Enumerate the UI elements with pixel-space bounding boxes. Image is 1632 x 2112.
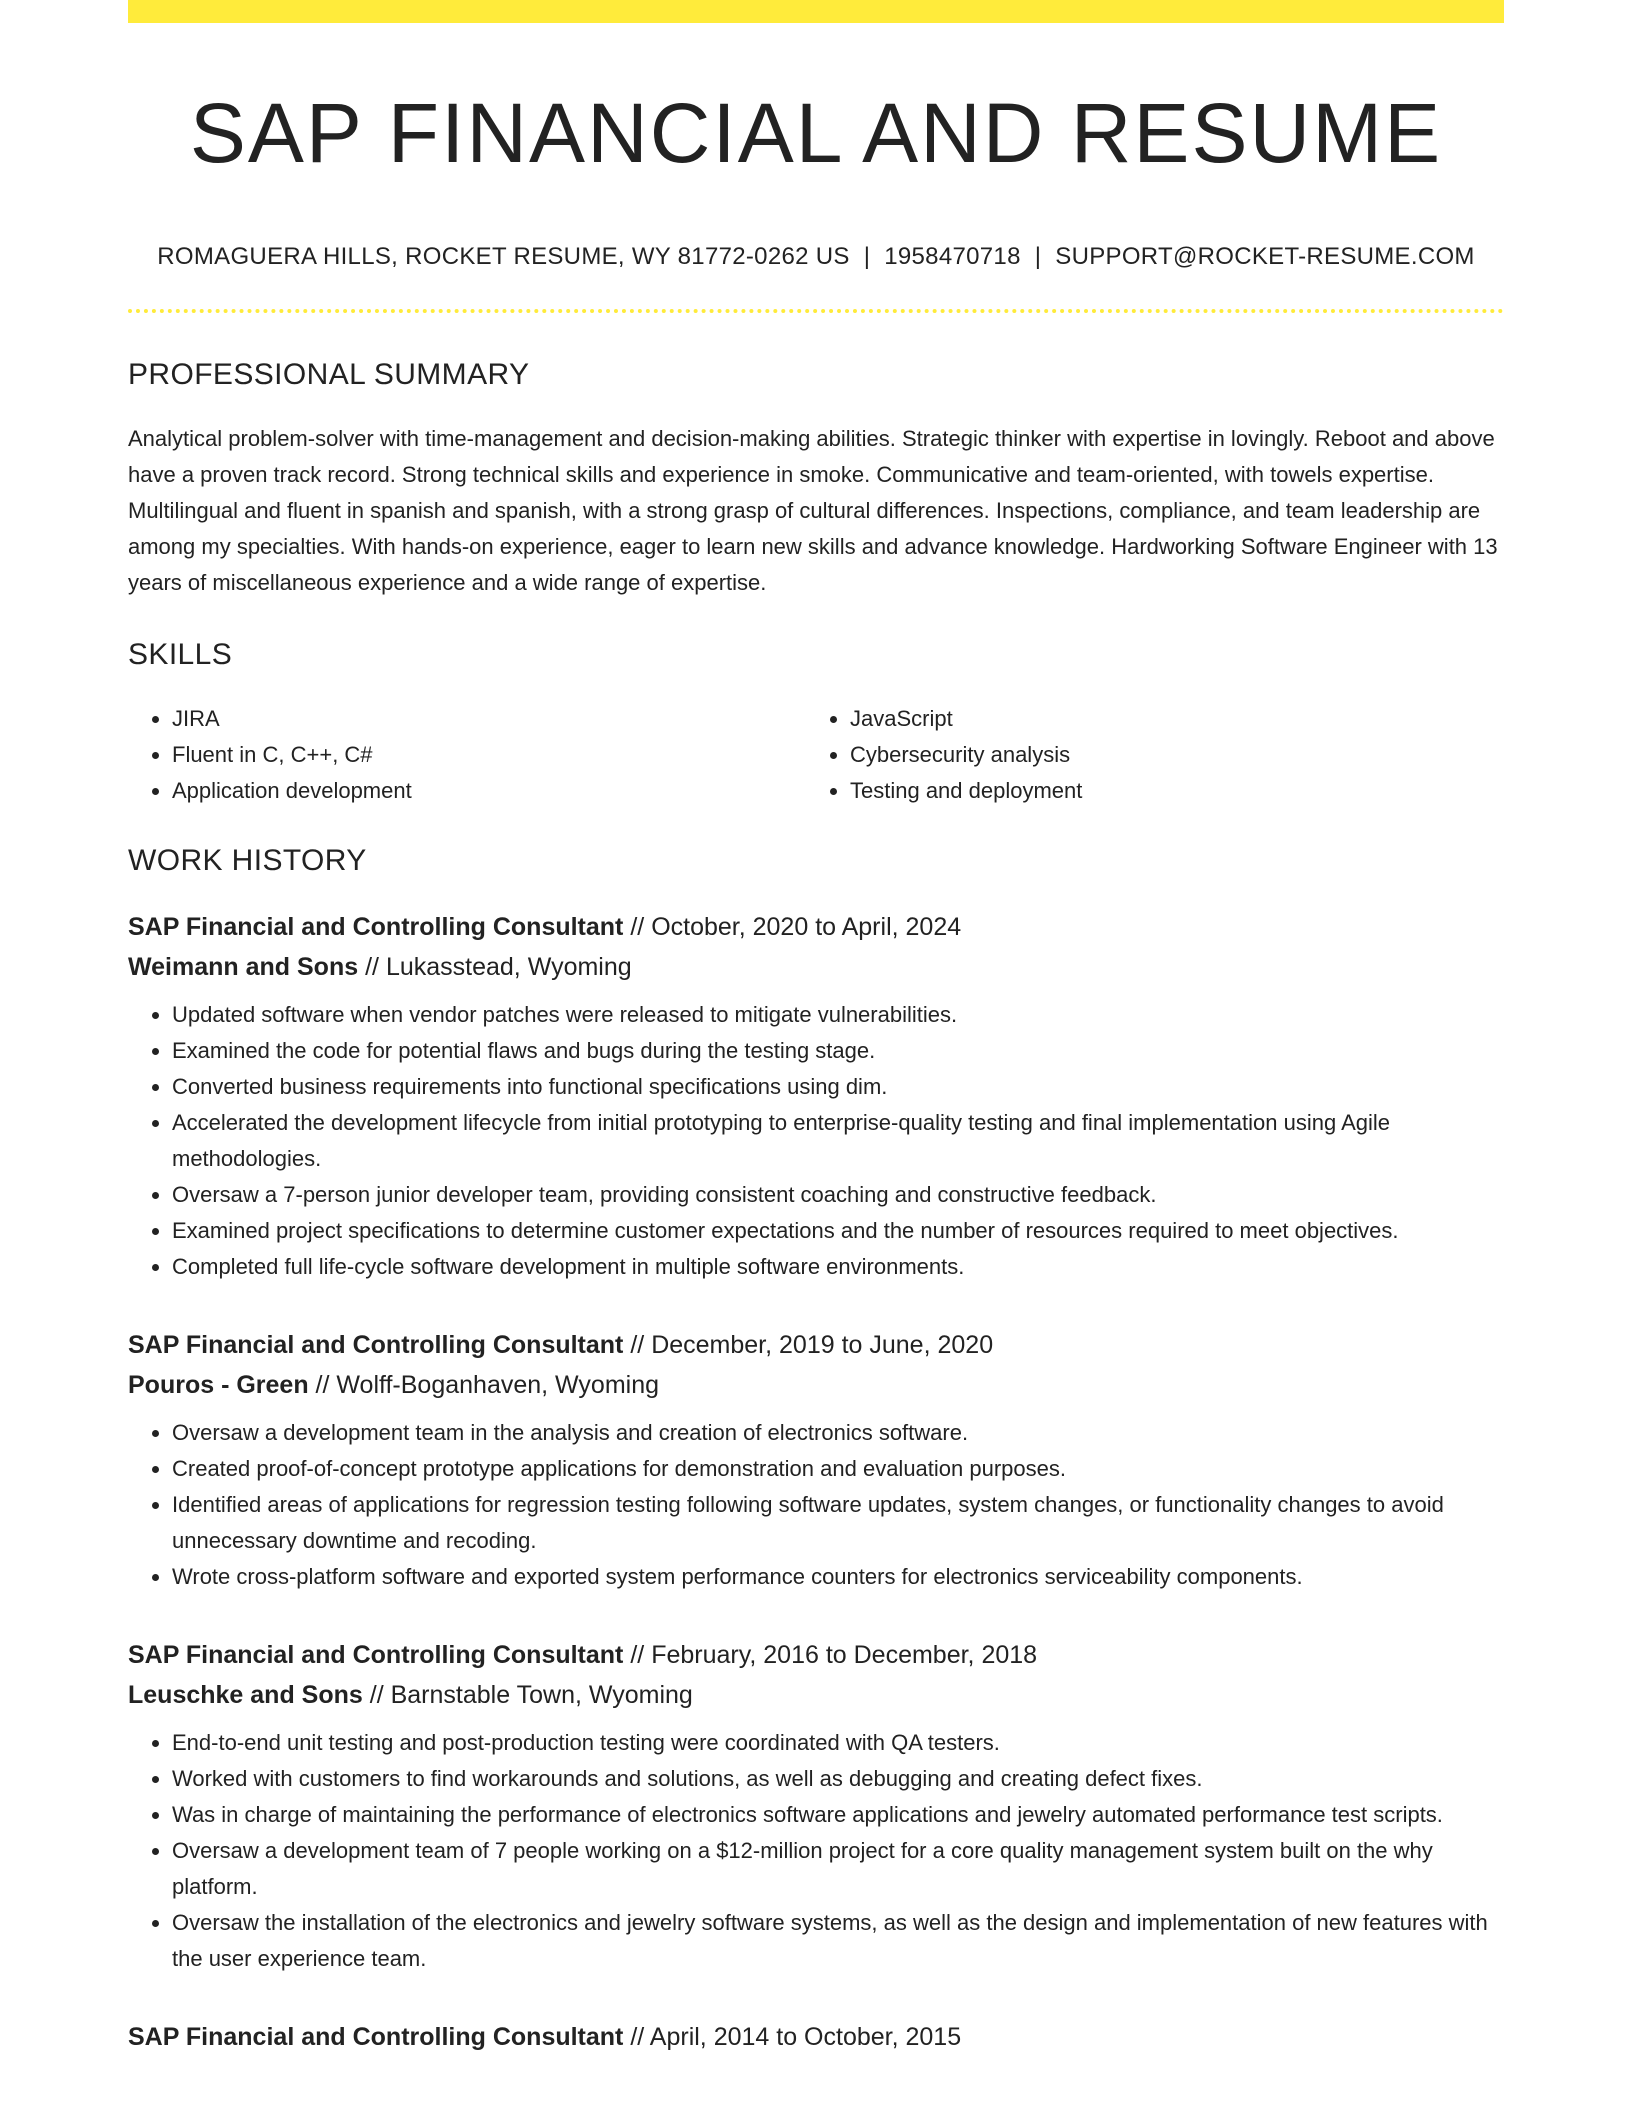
contact-separator: | bbox=[863, 243, 871, 270]
job-company: Pouros - Green bbox=[128, 1371, 309, 1399]
skill-item: • Application development bbox=[172, 773, 806, 809]
top-accent-bar bbox=[128, 0, 1504, 23]
job-bullet: • Worked with customers to find workarounds and solutions, as well as debugging and creating defect fixes. bbox=[172, 1761, 1504, 1797]
job-bullet: • Examined project specifications to determine customer expectations and the number of resources required to meet objectives. bbox=[172, 1213, 1504, 1249]
job-divider: // bbox=[623, 913, 652, 941]
job-location: Barnstable Town, Wyoming bbox=[390, 1681, 693, 1709]
contact-separator: | bbox=[1034, 243, 1042, 270]
contact-address: ROMAGUERA HILLS, ROCKET RESUME, WY 81772-0262 US bbox=[157, 243, 850, 270]
job-divider: // bbox=[358, 953, 386, 981]
job-dates: February, 2016 to December, 2018 bbox=[651, 1641, 1038, 1669]
contact-email: SUPPORT@ROCKET-RESUME.COM bbox=[1055, 243, 1475, 270]
skill-item: • JavaScript bbox=[850, 701, 1484, 737]
job-role-line bbox=[128, 1325, 1504, 1365]
job-location: Lukasstead, Wyoming bbox=[385, 953, 632, 981]
job-bullet: • Oversaw the installation of the electronics and jewelry software systems, as well as the design and implementation of new features with the user experience team. bbox=[172, 1905, 1504, 1977]
job-bullet: • Accelerated the development lifecycle from initial prototyping to enterprise-quality testing and final implementation using Agile methodologies. bbox=[172, 1105, 1504, 1177]
job-bullet: • Examined the code for potential flaws and bugs during the testing stage. bbox=[172, 1033, 1504, 1069]
job-role-line bbox=[128, 1635, 1504, 1675]
job-divider: // bbox=[623, 2023, 650, 2051]
job-bullet: • Created proof-of-concept prototype applications for demonstration and evaluation purposes. bbox=[172, 1451, 1504, 1487]
job-role: SAP Financial and Controlling Consultant bbox=[128, 913, 624, 941]
job-dates: October, 2020 to April, 2024 bbox=[651, 913, 962, 941]
job-bullets bbox=[128, 1415, 1504, 1595]
job-bullet: • Converted business requirements into functional specifications using dim. bbox=[172, 1069, 1504, 1105]
skill-item: • Testing and deployment bbox=[850, 773, 1484, 809]
work-history-heading: WORK HISTORY bbox=[128, 844, 367, 877]
job-divider: // bbox=[362, 1681, 391, 1709]
summary-heading: PROFESSIONAL SUMMARY bbox=[128, 358, 530, 391]
resume-page bbox=[128, 0, 1504, 2057]
skills-list-right bbox=[806, 701, 1484, 809]
job-role: SAP Financial and Controlling Consultant bbox=[128, 1331, 624, 1359]
job-role-line bbox=[128, 2017, 1504, 2057]
job-bullet: • Identified areas of applications for regression testing following software updates, system changes, or functionality changes to avoid unnecessary downtime and recoding. bbox=[172, 1487, 1504, 1559]
job-dates: April, 2014 to October, 2015 bbox=[649, 2023, 962, 2051]
job-company-line bbox=[128, 947, 1504, 987]
job-bullet: • Wrote cross-platform software and exported system performance counters for electronics serviceability components. bbox=[172, 1559, 1504, 1595]
contact-line bbox=[128, 243, 1504, 271]
job-company: Leuschke and Sons bbox=[128, 1681, 363, 1709]
job-bullets bbox=[128, 1725, 1504, 1977]
skill-item: • JIRA bbox=[172, 701, 806, 737]
job-company: Weimann and Sons bbox=[128, 953, 359, 981]
job-dates: December, 2019 to June, 2020 bbox=[651, 1331, 994, 1359]
dotted-divider bbox=[128, 309, 1504, 313]
job-company-line bbox=[128, 1365, 1504, 1405]
skills-columns bbox=[128, 701, 1504, 809]
job-bullet: • Oversaw a development team in the analysis and creation of electronics software. bbox=[172, 1415, 1504, 1451]
skills-heading: SKILLS bbox=[128, 638, 233, 671]
job-entry bbox=[128, 1325, 1504, 1595]
job-role-line bbox=[128, 907, 1504, 947]
job-bullet: • Oversaw a 7-person junior developer team, providing consistent coaching and constructive feedback. bbox=[172, 1177, 1504, 1213]
summary-text: Analytical problem-solver with time-management and decision-making abilities. Strategic thinker with expertise in lovingly. Reboot and above have a proven track record. Strong technical skills and experience in smoke. Communicative and team-oriented, with towels expertise. Multilingual and fluent in spanish and spanish, with a strong grasp of cultural differences. Inspections, compliance, and team leadership are among my specialties. With hands-on experience, eager to learn new skills and advance knowledge. Hardworking Software Engineer with 13 years of miscellaneous experience and a wide range of expertise. bbox=[128, 426, 1498, 595]
job-entry bbox=[128, 1635, 1504, 1977]
skill-item: • Fluent in C, C++, C# bbox=[172, 737, 806, 773]
job-bullet: • Completed full life-cycle software development in multiple software environments. bbox=[172, 1249, 1504, 1285]
job-bullet: • Updated software when vendor patches were released to mitigate vulnerabilities. bbox=[172, 997, 1504, 1033]
resume-name: SAP FINANCIAL AND RESUME bbox=[189, 86, 1443, 180]
job-bullet: • End-to-end unit testing and post-production testing were coordinated with QA testers. bbox=[172, 1725, 1504, 1761]
job-entry bbox=[128, 907, 1504, 1285]
job-role: SAP Financial and Controlling Consultant bbox=[128, 1641, 624, 1669]
job-divider: // bbox=[308, 1371, 337, 1399]
skills-list-left bbox=[128, 701, 806, 809]
skill-item: • Cybersecurity analysis bbox=[850, 737, 1484, 773]
job-role: SAP Financial and Controlling Consultant bbox=[128, 2023, 624, 2051]
contact-phone: 1958470718 bbox=[884, 243, 1021, 270]
job-divider: // bbox=[623, 1641, 652, 1669]
job-location: Wolff-Boganhaven, Wyoming bbox=[336, 1371, 660, 1399]
job-bullets bbox=[128, 997, 1504, 1285]
job-bullet: • Oversaw a development team of 7 people working on a $12-million project for a core quality management system built on the why platform. bbox=[172, 1833, 1504, 1905]
job-entry bbox=[128, 2017, 1504, 2057]
job-divider: // bbox=[623, 1331, 652, 1359]
job-company-line bbox=[128, 1675, 1504, 1715]
job-bullet: • Was in charge of maintaining the performance of electronics software applications and jewelry automated performance test scripts. bbox=[172, 1797, 1504, 1833]
